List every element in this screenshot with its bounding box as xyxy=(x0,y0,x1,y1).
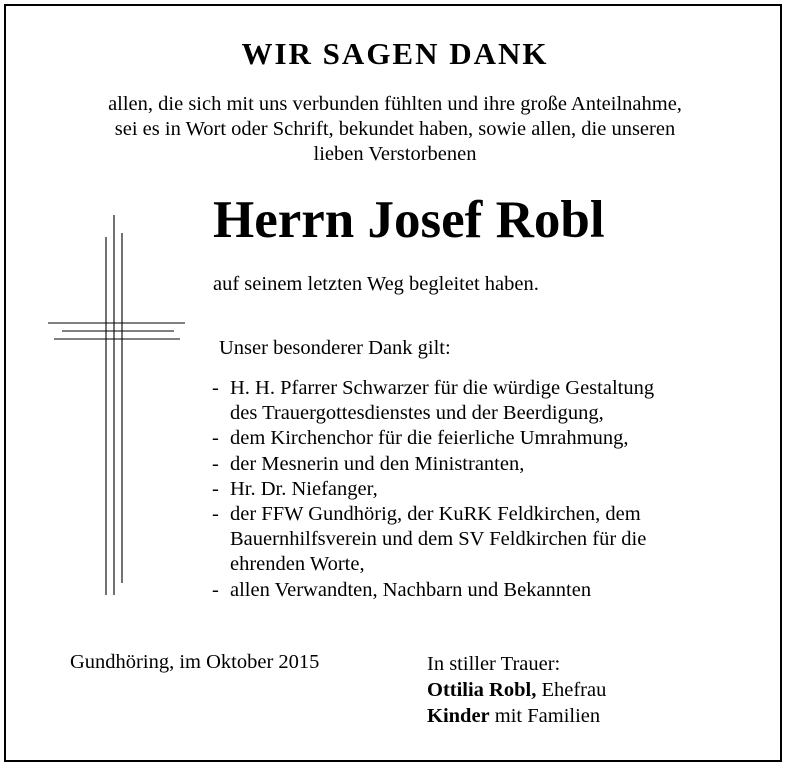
accompanied-text: auf seinem letzten Weg begleitet haben. xyxy=(213,273,539,295)
signature-name: Kinder xyxy=(427,705,490,727)
thanks-item-line: der FFW Gundhörig, der KuRK Feldkirchen, dem xyxy=(230,503,641,526)
place-date: Gundhöring, im Oktober 2015 xyxy=(70,651,320,673)
thanks-item xyxy=(212,502,772,578)
thanks-item-line: der Mesnerin und den Ministranten, xyxy=(230,452,525,475)
thanks-item xyxy=(212,376,772,426)
thanks-item-line: Bauernhilfsverein und dem SV Feldkirchen für die xyxy=(230,528,647,551)
thanks-item-line: ehrenden Worte, xyxy=(230,553,365,576)
signature-line xyxy=(427,703,606,729)
thanks-item-line: Hr. Dr. Niefanger, xyxy=(230,477,378,500)
list-dash: - xyxy=(212,503,219,526)
thanks-item xyxy=(212,426,772,451)
thanks-list xyxy=(212,376,772,603)
list-dash: - xyxy=(212,477,219,500)
signature-intro: In stiller Trauer: xyxy=(427,653,561,675)
thanks-item-line: allen Verwandten, Nachbarn und Bekannten xyxy=(230,578,592,601)
thanks-item-line: dem Kirchenchor für die feierliche Umrahmung, xyxy=(230,427,629,450)
signature-role: Ehefrau xyxy=(536,679,607,701)
thanks-item xyxy=(212,578,772,603)
thanks-item-line: des Trauergottesdienstes und der Beerdigung, xyxy=(230,402,604,425)
intro-line: allen, die sich mit uns verbunden fühlten und ihre große Anteilnahme, xyxy=(108,93,682,115)
intro-line: lieben Verstorbenen xyxy=(313,143,477,165)
signature-name: Ottilia Robl, xyxy=(427,679,537,701)
cross-icon xyxy=(40,215,190,600)
signature-block xyxy=(427,651,606,729)
intro-text xyxy=(40,92,750,167)
deceased-name: Herrn Josef Robl xyxy=(213,191,605,249)
notice-heading: WIR SAGEN DANK xyxy=(241,36,549,71)
list-dash: - xyxy=(212,427,219,450)
list-dash: - xyxy=(212,377,219,399)
intro-line: sei es in Wort oder Schrift, bekundet haben, sowie allen, die unseren xyxy=(114,118,676,140)
thanks-item-line: H. H. Pfarrer Schwarzer für die würdige Gestaltung xyxy=(230,377,655,399)
thanks-intro: Unser besonderer Dank gilt: xyxy=(219,337,451,359)
thanks-item xyxy=(212,477,772,502)
thanks-item xyxy=(212,452,772,477)
signature-role: mit Familien xyxy=(489,705,601,727)
list-dash: - xyxy=(212,578,219,601)
signature-line xyxy=(427,677,606,703)
list-dash: - xyxy=(212,452,219,475)
